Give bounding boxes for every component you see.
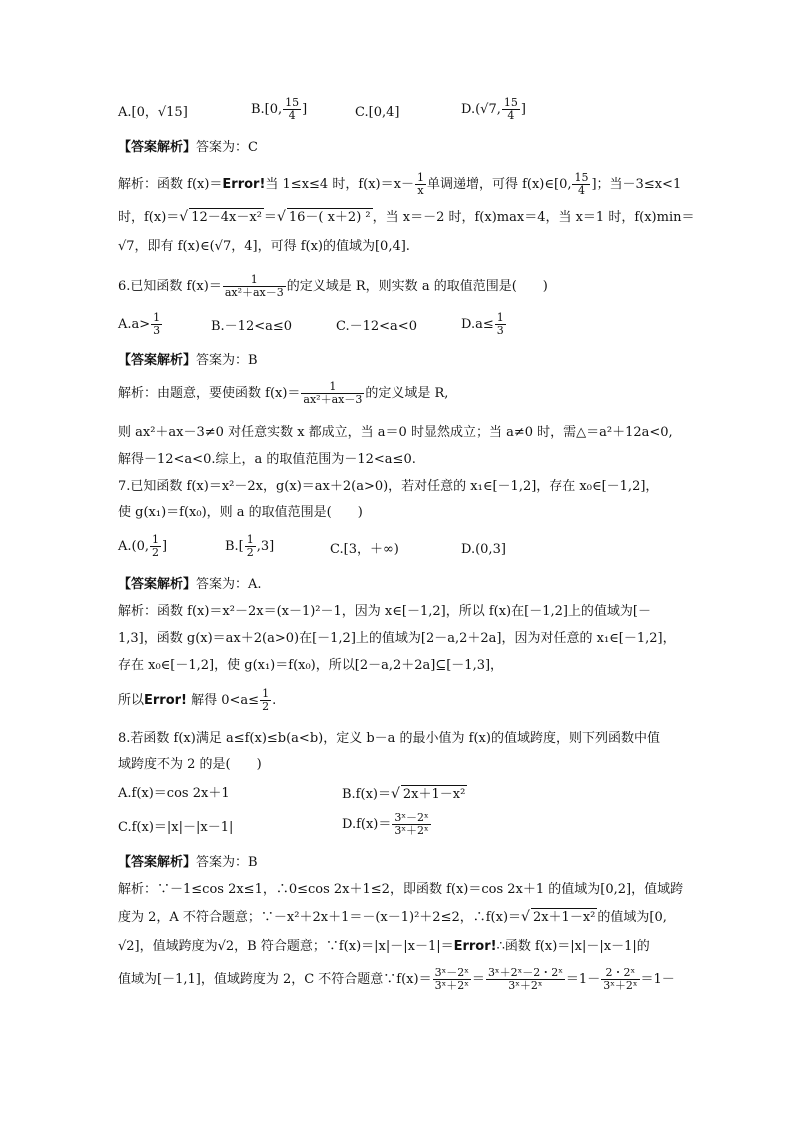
q5-explain-line-1 bbox=[118, 172, 681, 197]
denominator: 2 bbox=[152, 546, 159, 559]
denominator: 3 bbox=[496, 324, 504, 337]
text: 解析：由题意，要使函数 f(x)＝ bbox=[118, 386, 301, 401]
fraction bbox=[301, 381, 364, 406]
q7-option-a bbox=[118, 534, 167, 559]
text: ] bbox=[302, 102, 308, 117]
fraction bbox=[415, 172, 426, 197]
q6-explain-line-3: 解得－12<a<0.综上，a 的取值范围为－12<a≤0. bbox=[118, 452, 416, 467]
text: 解析：函数 f(x)＝ bbox=[118, 177, 223, 192]
numerator: 1 bbox=[246, 533, 254, 546]
text: B.[0, bbox=[251, 102, 283, 117]
q7-stem-line-2: 使 g(x₁)＝f(x₀)，则 a 的取值范围是( ) bbox=[118, 505, 363, 520]
answer-text: 答案为：A. bbox=[196, 577, 262, 592]
numerator: 1 bbox=[301, 381, 364, 394]
error-marker: Error! bbox=[144, 693, 187, 708]
q5-option-c: C.[0,4] bbox=[355, 105, 400, 120]
answer-text: 答案为：C bbox=[196, 140, 258, 155]
text: 解得 0<a≤ bbox=[191, 693, 260, 708]
sqrt-icon: √ bbox=[521, 909, 530, 925]
numerator: 1 bbox=[496, 311, 504, 324]
radicand: 2x＋1－x² bbox=[532, 910, 596, 925]
text: D.a≤ bbox=[461, 317, 494, 332]
numerator: 1 bbox=[153, 311, 161, 324]
numerator: 1 bbox=[262, 687, 270, 700]
fraction bbox=[601, 967, 639, 992]
q8-option-a: A.f(x)＝cos 2x＋1 bbox=[118, 786, 230, 801]
text: ,3] bbox=[256, 539, 275, 554]
fraction bbox=[486, 967, 565, 992]
q5-option-d bbox=[461, 97, 526, 122]
text: ] bbox=[520, 102, 526, 117]
answer-label: 【答案解析】 bbox=[118, 353, 197, 368]
text: ＝1－ bbox=[640, 972, 675, 987]
q8-explain-line-4 bbox=[118, 967, 675, 992]
q7-option-d: D.(0,3] bbox=[461, 542, 506, 557]
fraction bbox=[572, 172, 590, 197]
numerator: 3ˣ－2ˣ bbox=[394, 811, 429, 824]
q5-explain-line-3: √7，即有 f(x)∈(√7，4]，可得 f(x)的值域为[0,4]. bbox=[118, 239, 410, 254]
q5-explain-line-2 bbox=[118, 208, 694, 227]
text: 所以 bbox=[118, 693, 145, 708]
denominator: 2 bbox=[246, 546, 254, 559]
answer-label: 【答案解析】 bbox=[118, 577, 197, 592]
text: √2]，值域跨度为√2，B 符合题意；∵f(x)＝|x|－|x－1|＝ bbox=[118, 939, 454, 954]
sqrt-icon: √ bbox=[390, 786, 400, 802]
q8-option-b bbox=[342, 785, 467, 804]
denominator: 3ˣ＋2ˣ bbox=[394, 824, 429, 837]
q7-explain-line-4 bbox=[118, 688, 276, 713]
fraction bbox=[283, 97, 301, 122]
sqrt-icon: √ bbox=[179, 209, 189, 225]
q5-option-a: A.[0，√15] bbox=[118, 105, 188, 120]
denominator: 4 bbox=[577, 184, 585, 197]
q7-explain-line-3: 存在 x₀∈[－1,2]，使 g(x₁)＝f(x₀)，所以[2－a,2＋2a]⊆[－1,3]， bbox=[118, 658, 504, 673]
text: ]；当－3≤x<1 bbox=[591, 177, 682, 192]
denominator: 4 bbox=[507, 109, 515, 122]
fraction bbox=[223, 274, 286, 299]
q5-option-b bbox=[251, 97, 307, 122]
text: A.a> bbox=[118, 317, 151, 332]
numerator: 15 bbox=[574, 171, 589, 184]
answer-label: 【答案解析】 bbox=[118, 855, 197, 870]
q8-stem-line-1: 8.若函数 f(x)满足 a≤f(x)≤b(a<b)，定义 b－a 的最小值为 f(x)的值域跨度，则下列函数中值 bbox=[118, 731, 660, 746]
numerator: 1 bbox=[223, 274, 286, 287]
text: 的定义域是 R, bbox=[365, 386, 449, 401]
fraction bbox=[245, 534, 256, 559]
text: B.[ bbox=[225, 539, 244, 554]
fraction bbox=[151, 312, 162, 337]
fraction bbox=[260, 688, 271, 713]
text: ∴函数 f(x)＝|x|－|x－1|的 bbox=[496, 939, 650, 954]
q8-stem-line-2: 域跨度不为 2 的是( ) bbox=[118, 757, 262, 772]
radicand: 16－( x＋2) ² bbox=[288, 210, 371, 225]
q7-explain-line-2: 1,3]，函数 g(x)＝ax＋2(a>0)在[－1,2]上的值域为[2－a,2＋2a]，因为对任意的 x₁∈[－1,2]， bbox=[118, 631, 676, 646]
answer-text: 答案为：B bbox=[196, 353, 258, 368]
numerator: 2・2ˣ bbox=[601, 967, 639, 980]
q5-answer bbox=[118, 139, 258, 157]
numerator: 3ˣ－2ˣ bbox=[434, 966, 469, 979]
denominator: 4 bbox=[288, 109, 296, 122]
q6-explain-line-2: 则 ax²＋ax－3≠0 对任意实数 x 都成立，当 a＝0 时显然成立；当 a≠0 时，需△＝a²＋12a<0, bbox=[118, 425, 673, 440]
text: 的值域为[0, bbox=[597, 910, 667, 925]
text: 时，f(x)＝ bbox=[118, 210, 180, 225]
numerator: 15 bbox=[503, 96, 518, 109]
error-marker: Error! bbox=[222, 177, 266, 192]
text: 单调递增，可得 f(x)∈[0, bbox=[426, 177, 572, 192]
answer-label: 【答案解析】 bbox=[118, 140, 197, 155]
error-marker: Error! bbox=[453, 939, 497, 954]
q8-answer bbox=[118, 854, 258, 872]
denominator: x bbox=[417, 184, 424, 197]
fraction bbox=[392, 812, 430, 837]
numerator: 15 bbox=[285, 96, 300, 109]
q6-option-b: B.－12<a≤0 bbox=[211, 319, 293, 334]
q8-option-c: C.f(x)＝|x|－|x－1| bbox=[118, 820, 234, 835]
text: ＝1－ bbox=[565, 972, 601, 987]
text: ，当 x＝－2 时，f(x)max＝4，当 x＝1 时，f(x)min＝ bbox=[372, 210, 695, 225]
fraction bbox=[495, 312, 506, 337]
q8-option-d bbox=[342, 812, 432, 837]
q6-option-a bbox=[118, 312, 163, 337]
q8-explain-line-1: 解析：∵－1≤cos 2x≤1，∴0≤cos 2x＋1≤2，即函数 f(x)＝cos 2x＋1 的值域为[0,2]，值域跨 bbox=[118, 882, 684, 897]
text: ] bbox=[162, 539, 168, 554]
q6-explain-line-1 bbox=[118, 381, 448, 406]
text: ＝ bbox=[471, 972, 485, 987]
numerator: 1 bbox=[416, 171, 424, 184]
denominator: ax²＋ax－3 bbox=[224, 286, 284, 299]
q7-stem-line-1: 7.已知函数 f(x)＝x²－2x，g(x)＝ax＋2(a>0)，若对任意的 x₁∈[－1,2]，存在 x₀∈[－1,2]， bbox=[118, 479, 659, 494]
q6-stem bbox=[118, 274, 548, 299]
q6-option-d bbox=[461, 312, 507, 337]
denominator: 3ˣ＋2ˣ bbox=[603, 979, 638, 992]
q7-option-b bbox=[225, 534, 274, 559]
denominator: ax²＋ax－3 bbox=[303, 393, 363, 406]
q7-option-c: C.[3，＋∞) bbox=[330, 542, 399, 557]
denominator: 2 bbox=[262, 700, 270, 713]
fraction bbox=[502, 97, 520, 122]
fraction bbox=[433, 967, 471, 992]
text: D.f(x)＝ bbox=[342, 817, 392, 832]
q8-explain-line-3 bbox=[118, 938, 650, 956]
q7-explain-line-1: 解析：函数 f(x)＝x²－2x＝(x－1)²－1，因为 x∈[－1,2]，所以 f(x)在[－1,2]上的值域为[－ bbox=[118, 604, 652, 619]
text: 度为 2，A 不符合题意；∵－x²＋2x＋1＝－(x－1)²＋2≤2，∴f(x)＝ bbox=[118, 910, 522, 925]
fraction bbox=[150, 534, 161, 559]
text: ＝ bbox=[263, 210, 277, 225]
text: B.f(x)＝ bbox=[342, 787, 391, 802]
text: A.(0, bbox=[118, 539, 149, 554]
text: . bbox=[272, 693, 277, 708]
q7-answer bbox=[118, 576, 262, 594]
text: D.(√7, bbox=[461, 102, 501, 117]
numerator: 1 bbox=[152, 533, 159, 546]
q6-answer bbox=[118, 352, 258, 370]
denominator: 3 bbox=[153, 324, 161, 337]
q6-option-c: C.－12<a<0 bbox=[336, 319, 417, 334]
text: 6.已知函数 f(x)＝ bbox=[118, 279, 222, 294]
numerator: 3ˣ＋2ˣ－2・2ˣ bbox=[487, 966, 563, 979]
denominator: 3ˣ＋2ˣ bbox=[434, 979, 469, 992]
denominator: 3ˣ＋2ˣ bbox=[508, 979, 543, 992]
radicand: 12－4x－x² bbox=[191, 210, 262, 225]
q8-explain-line-2 bbox=[118, 908, 667, 927]
text: 值域为[－1,1]，值域跨度为 2，C 不符合题意∵f(x)＝ bbox=[118, 972, 432, 987]
radicand: 2x＋1－x² bbox=[402, 787, 466, 802]
answer-text: 答案为：B bbox=[196, 855, 258, 870]
sqrt-icon: √ bbox=[276, 209, 286, 225]
text: 的定义域是 R，则实数 a 的取值范围是( ) bbox=[286, 279, 548, 294]
text: 当 1≤x≤4 时，f(x)＝x－ bbox=[265, 177, 414, 192]
